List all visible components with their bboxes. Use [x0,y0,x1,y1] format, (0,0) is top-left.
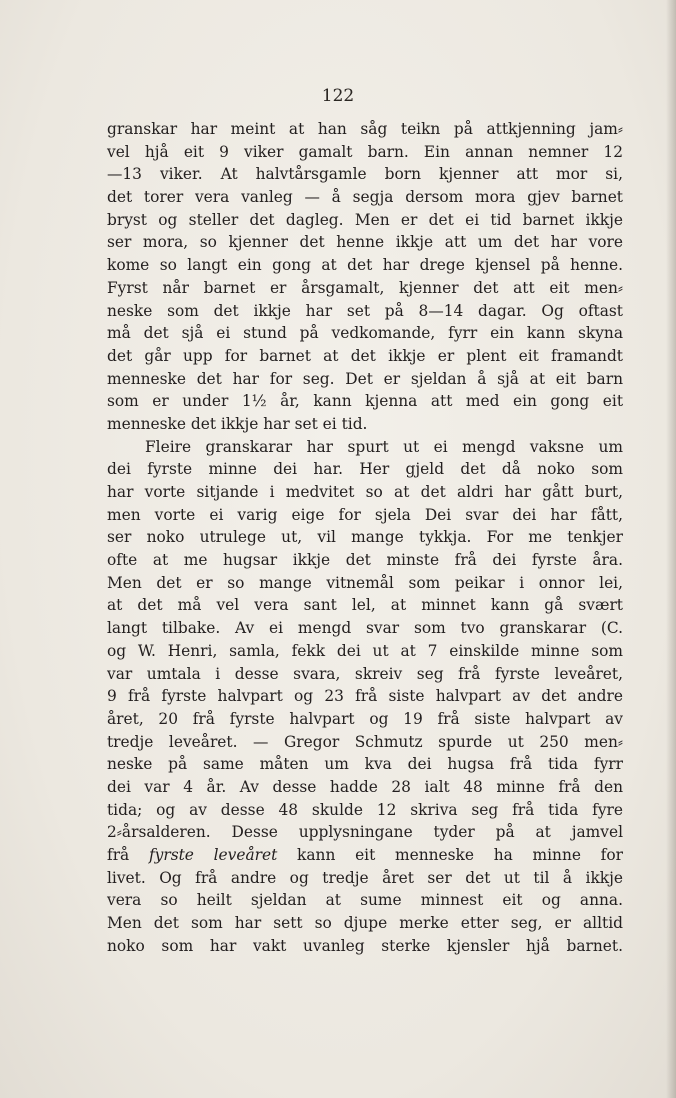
text-line: tredje leveåret. — Gregor Schmutz spurde ut 250 men⸗ [107,732,623,751]
text-line: kome so langt ein gong at det har drege kjensel på henne. [107,256,623,275]
text-line: livet. Og frå andre og tredje året ser det ut til å ikkje [107,868,623,887]
text-line: vera so heilt sjeldan at sume minnest eit og anna. [107,891,623,910]
text-line: men vorte ei varig eige for sjela Dei svar dei har fått, [107,505,623,524]
text-segment: kann eit menneske ha minne for [297,846,623,864]
text-line: ser noko utrulege ut, vil mange tykkja. For me tenkjer [107,528,623,547]
text-line: —13 viker. At halvtårsgamle born kjenner att mor si, [107,165,623,184]
text-line: 9 frå fyrste halvpart og 23 frå siste halvpart av det andre [107,687,623,706]
text-line: tida; og av desse 48 skulde 12 skriva seg frå tida fyre [107,800,623,819]
body-text [107,118,623,957]
text-line: og W. Henri, samla, fekk dei ut at 7 einskilde minne som [107,641,623,660]
text-line: dei var 4 år. Av desse hadde 28 ialt 48 minne frå den [107,777,623,796]
text-line: Fyrst når barnet er årsgamalt, kjenner det att eit men⸗ [107,278,623,297]
text-line: var umtala i desse svara, skreiv seg frå fyrste leveåret, [107,664,623,683]
text-line: som er under 1½ år, kann kjenna att med ein gong eit [107,392,623,411]
text-line: 2⸗årsalderen. Desse upplysningane tyder på at jamvel [107,823,623,842]
text-line: det torer vera vanleg — å segja dersom mora gjev barnet [107,188,623,207]
text-line: neske som det ikkje har set på 8—14 dagar. Og oftast [107,301,623,320]
text-line: langt tilbake. Av ei mengd svar som tvo granskarar (C. [107,619,623,638]
text-line: dei fyrste minne dei har. Her gjeld det då noko som [107,460,623,479]
text-line: granskar har meint at han såg teikn på attkjenning jam⸗ [107,120,623,138]
emphasis-text: fyrste leveåret [148,846,278,864]
text-line: menneske det ikkje har set ei tid. [107,414,368,433]
text-line: Men det som har sett so djupe merke etter seg, er alltid [107,914,623,933]
text-line: Men det er so mange vitnemål som peikar i onnor lei, [107,573,623,592]
text-line: ofte at me hugsar ikkje det minste frå dei fyrste åra. [107,551,623,570]
text-line: noko som har vakt uvanleg sterke kjensler hjå barnet. [107,936,623,955]
text-line: ser mora, so kjenner det henne ikkje att um det har vore [107,233,623,252]
text-line: har vorte sitjande i medvitet so at det aldri har gått burt, [107,483,623,501]
paragraph [107,118,623,436]
text-segment: frå [107,846,130,864]
text-line: Fleire granskarar har spurt ut ei mengd vaksne um [145,437,623,456]
text-line: vel hjå eit 9 viker gamalt barn. Ein annan nemner 12 [107,142,623,161]
page-edge-shadow [666,0,676,1098]
text-line: at det må vel vera sant lel, at minnet kann gå svært [107,596,623,615]
text-line: neske på same måten um kva dei hugsa frå tida fyrr [107,755,623,774]
text-line: bryst og steller det dagleg. Men er det ei tid barnet ikkje [107,210,623,229]
text-line-with-emphasis [107,844,623,867]
text-line: må det sjå ei stund på vedkomande, fyrr ein kann skyna [107,324,623,343]
text-line: menneske det har for seg. Det er sjeldan å sjå at eit barn [107,369,623,388]
paragraph [107,436,623,958]
text-line: året, 20 frå fyrste halvpart og 19 frå siste halvpart av [107,709,623,728]
page-number: 122 [321,86,355,106]
text-line: det går upp for barnet at det ikkje er plent eit framandt [107,346,623,365]
